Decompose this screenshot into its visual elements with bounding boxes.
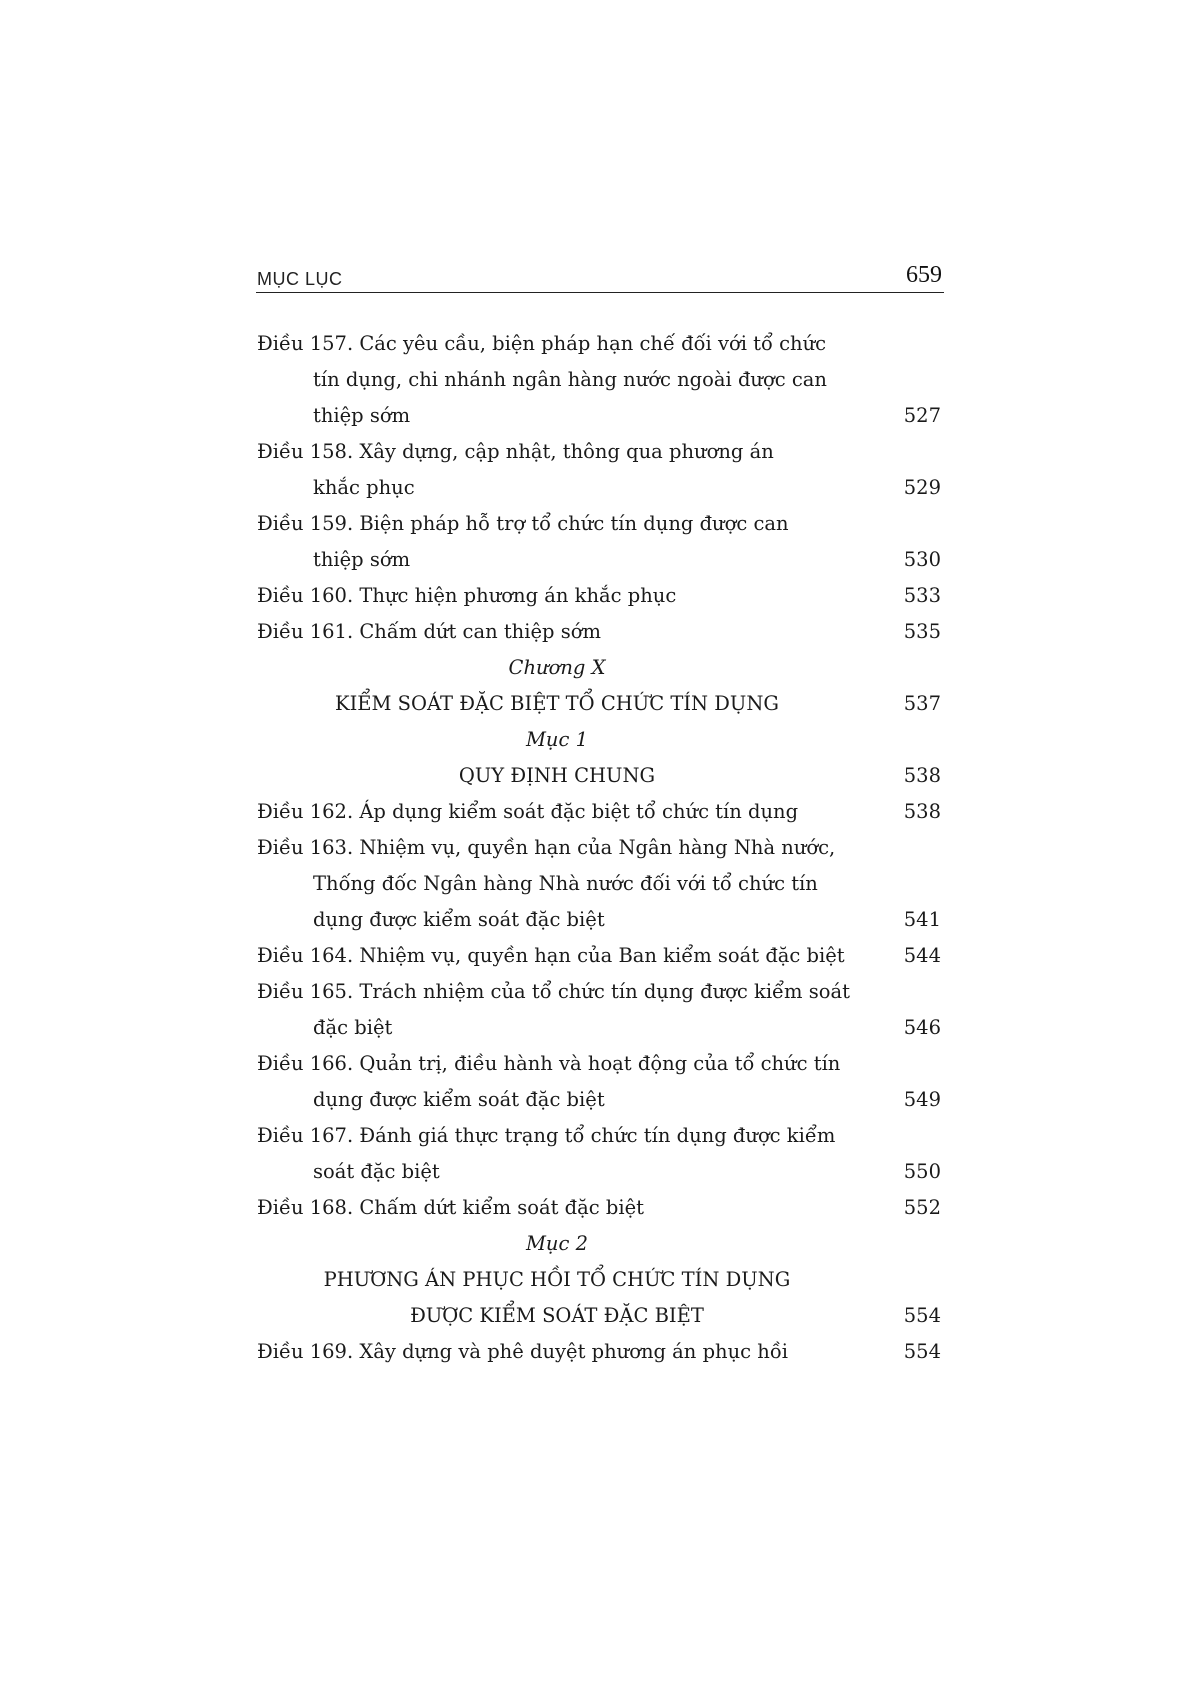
toc-entry (257, 758, 944, 794)
toc-entry (257, 578, 944, 614)
toc-page-number: 550 (903, 1160, 941, 1183)
toc-entry (257, 938, 944, 974)
toc-entry-text: đặc biệt (313, 1016, 393, 1039)
toc-entry (257, 362, 944, 398)
toc-entry-text: Điều 169. Xây dựng và phê duyệt phương án phục hồi (257, 1340, 789, 1363)
toc-entry-text: Điều 158. Xây dựng, cập nhật, thông qua phương án (257, 440, 774, 463)
toc-page-number: 529 (903, 476, 941, 499)
toc-entry-text: dụng được kiểm soát đặc biệt (313, 1088, 605, 1111)
toc-entry (257, 1190, 944, 1226)
toc-entry-text: Điều 157. Các yêu cầu, biện pháp hạn chế đối với tổ chức (257, 332, 827, 355)
toc-entry (257, 1082, 944, 1118)
toc-heading: PHƯƠNG ÁN PHỤC HỒI TỔ CHỨC TÍN DỤNG (323, 1268, 791, 1291)
toc-entry-text: Điều 167. Đánh giá thực trạng tổ chức tín dụng được kiểm (257, 1124, 836, 1147)
toc-entry (257, 1262, 944, 1298)
toc-entry (257, 1118, 944, 1154)
table-of-contents (257, 326, 944, 1370)
toc-page-number: 538 (903, 800, 941, 823)
page-header (256, 258, 944, 293)
toc-entry (257, 470, 944, 506)
toc-entry (257, 434, 944, 470)
toc-entry (257, 650, 944, 686)
toc-heading: QUY ĐỊNH CHUNG (458, 764, 656, 787)
toc-entry-text: Điều 166. Quản trị, điều hành và hoạt động của tổ chức tín (257, 1052, 841, 1075)
toc-page-number: 530 (903, 548, 941, 571)
toc-heading: KIỂM SOÁT ĐẶC BIỆT TỔ CHỨC TÍN DỤNG (335, 692, 779, 715)
toc-page-number: 554 (903, 1340, 941, 1363)
toc-heading: Chương X (508, 656, 606, 679)
toc-page-number: 533 (903, 584, 941, 607)
toc-page-number: 537 (903, 692, 941, 715)
toc-entry (257, 398, 944, 434)
toc-entry-text: tín dụng, chi nhánh ngân hàng nước ngoài được can (313, 368, 827, 391)
toc-entry-text: Điều 165. Trách nhiệm của tổ chức tín dụng được kiểm soát (257, 980, 850, 1003)
toc-entry (257, 614, 944, 650)
page-number: 659 (906, 262, 942, 288)
toc-entry-text: soát đặc biệt (313, 1160, 440, 1183)
toc-entry-text: Điều 159. Biện pháp hỗ trợ tổ chức tín dụng được can (257, 512, 789, 535)
toc-entry-text: dụng được kiểm soát đặc biệt (313, 908, 605, 931)
toc-entry-text: Điều 164. Nhiệm vụ, quyền hạn của Ban kiểm soát đặc biệt (257, 944, 845, 967)
toc-entry-text: thiệp sớm (313, 404, 411, 427)
toc-entry (257, 1334, 944, 1370)
toc-page-number: 546 (903, 1016, 941, 1039)
toc-entry (257, 1226, 944, 1262)
toc-entry (257, 1010, 944, 1046)
toc-entry (257, 902, 944, 938)
toc-entry-text: khắc phục (313, 476, 415, 499)
toc-entry (257, 794, 944, 830)
toc-heading: ĐƯỢC KIỂM SOÁT ĐẶC BIỆT (410, 1304, 704, 1327)
toc-entry (257, 1046, 944, 1082)
toc-entry-text: Điều 161. Chấm dứt can thiệp sớm (257, 620, 601, 643)
toc-entry (257, 974, 944, 1010)
toc-page-number: 527 (903, 404, 941, 427)
toc-entry (257, 686, 944, 722)
toc-page-number: 552 (903, 1196, 941, 1219)
toc-entry (257, 866, 944, 902)
toc-entry (257, 326, 944, 362)
toc-page-number: 544 (903, 944, 941, 967)
toc-heading: Mục 2 (525, 1232, 589, 1255)
toc-page-number: 549 (903, 1088, 941, 1111)
toc-entry (257, 506, 944, 542)
toc-entry-text: Điều 162. Áp dụng kiểm soát đặc biệt tổ chức tín dụng (257, 800, 799, 823)
toc-entry-text: Điều 160. Thực hiện phương án khắc phục (257, 584, 677, 607)
toc-heading: Mục 1 (525, 728, 589, 751)
toc-entry-text: Điều 163. Nhiệm vụ, quyền hạn của Ngân hàng Nhà nước, (257, 836, 836, 859)
running-title: MỤC LỤC (257, 269, 343, 289)
toc-entry (257, 1154, 944, 1190)
toc-page-number: 554 (903, 1304, 941, 1327)
toc-entry-text: Điều 168. Chấm dứt kiểm soát đặc biệt (257, 1196, 645, 1219)
toc-entry (257, 830, 944, 866)
toc-entry (257, 542, 944, 578)
toc-entry-text: Thống đốc Ngân hàng Nhà nước đối với tổ chức tín (313, 872, 818, 895)
toc-entry-text: thiệp sớm (313, 548, 411, 571)
toc-entry (257, 1298, 944, 1334)
toc-page-number: 538 (903, 764, 941, 787)
toc-page-number: 535 (903, 620, 941, 643)
toc-page-number: 541 (903, 908, 941, 931)
toc-entry (257, 722, 944, 758)
